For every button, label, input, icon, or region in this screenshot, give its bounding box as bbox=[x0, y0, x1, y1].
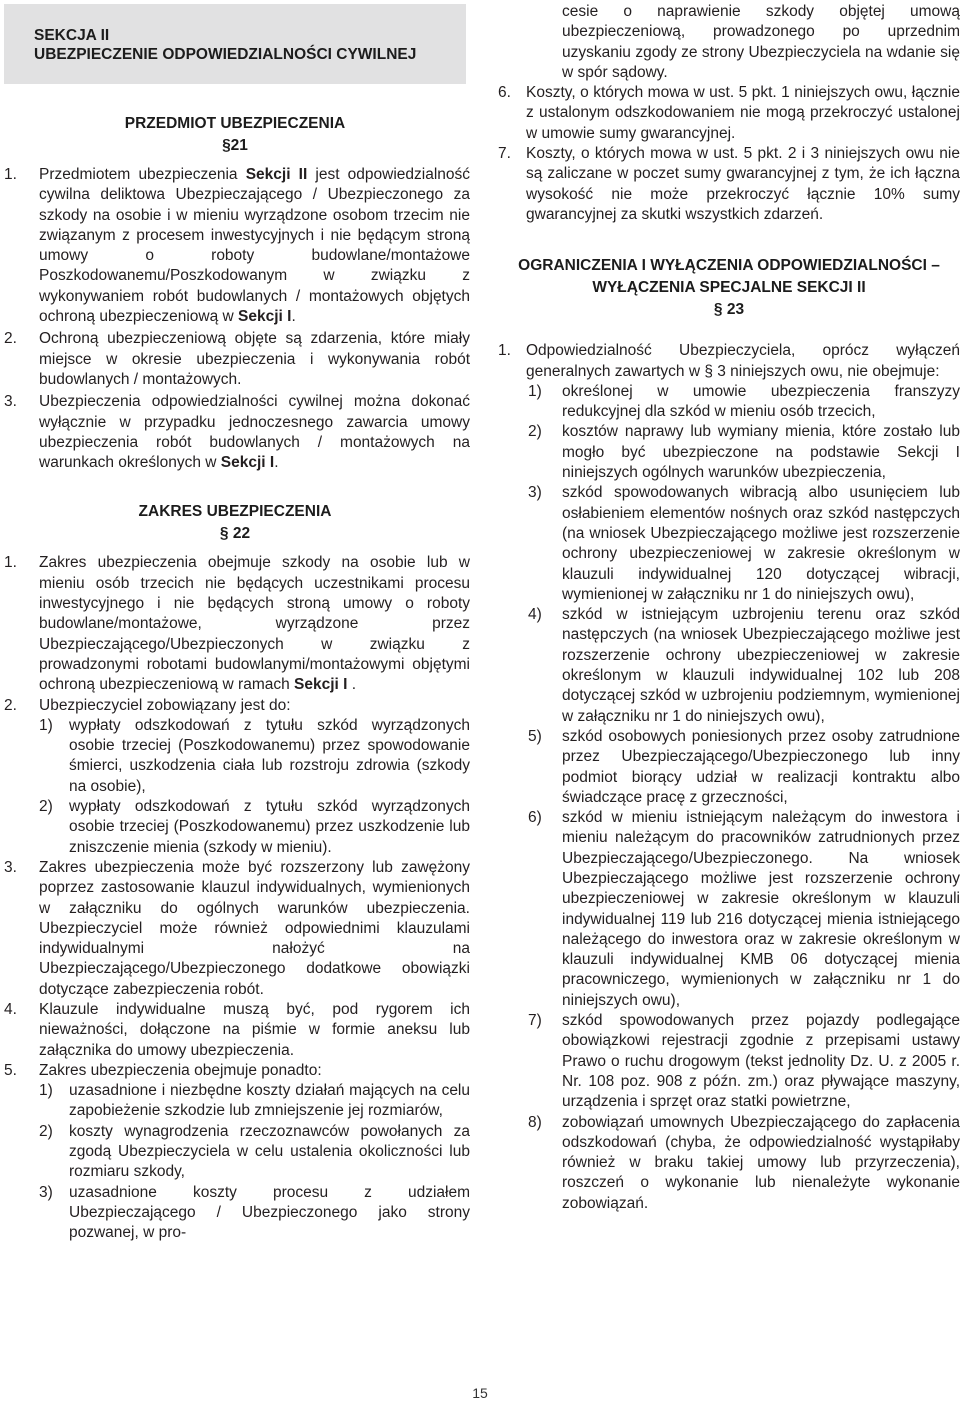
scope-item-2-sub-2: 2) wypłaty odszkodowań z tytułu szkód wyrządzonych osobie trzeciej (Poszkodowanemu) przez uszkodzenie lub zniszczenie mienia (szkody w mieniu). bbox=[39, 798, 470, 856]
exclusion-sub-6: 6) szkód w mieniu istniejącym należącym do inwestora i mieniu należącym do pracowników zatrudnionych przez Ubezpieczającego/Ubezpieczonego. Na wniosek Ubezpieczającego możliwe jest rozszerzenie ochrony ubezpieczeniowej w zakresie określonym w klauzuli indywidualnej 119 lub 216 dotyczącej mienia istniejącego należącego do inwestora oraz w zakresie określonym w klauzuli indywidualnej KMB 06 dotyczącej mienia pracowniczego, wymienionych w załączniku nr 1 do niniejszych owu), bbox=[528, 809, 960, 1009]
sub-item-number: 7) bbox=[528, 1012, 542, 1030]
subject-heading bbox=[0, 113, 470, 157]
exclusion-sub-8: 8) zobowiązań umownych Ubezpieczającego do zapłacenia odszkodowań (chyba, że odpowiedzialność wystąpiłaby również w braku takiej umowy lub przyrzeczenia), roszczeń o wykonanie lub nienależyte wykonanie zobowiązań. bbox=[528, 1113, 960, 1212]
exclusion-sub-4: 4) szkód w istniejącym uzbrojeniu terenu oraz szkód następczych (na wniosek Ubezpieczającego możliwe jest rozszerzenie ochrony ubezpieczeniowej w zakresie określonym w klauzuli indywidualnej 102 lub 208 dotyczącej szkód w uzbrojeniu podziemnym, wymienionej w załączniku nr 1 do niniejszych owu), bbox=[528, 606, 960, 725]
section-title-line2: UBEZPIECZENIE ODPOWIEDZIALNOŚCI CYWILNEJ bbox=[34, 46, 417, 63]
exclusion-sub-2: 2) kosztów naprawy lub wymiany mienia, które zostało lub mogło być ubezpieczone na podstawie Sekcji I niniejszych ogólnych warunków ubezpieczenia, bbox=[528, 423, 960, 482]
exclusions-item-1: 1. Odpowiedzialność Ubezpieczyciela, oprócz wyłączeń generalnych zawartych w § 3 niniejszych owu, nie obejmuje: bbox=[498, 342, 960, 380]
exclusions-title-line1: OGRANICZENIA I WYŁĄCZENIA ODPOWIEDZIALNOŚCI – bbox=[518, 257, 940, 275]
item-number: 2. bbox=[4, 696, 17, 714]
scope-item-5-sub-3-continued: cesie o naprawienie szkody objętej umową ubezpieczeniową, prowadzonego po uprzednim uzyskaniu zgody ze strony Ubezpieczyciela na wdanie się w spór sądowy. bbox=[562, 3, 960, 81]
sub-item-number: 8) bbox=[528, 1113, 542, 1131]
item-number: 1. bbox=[4, 166, 17, 183]
sub-item-number: 5) bbox=[528, 727, 542, 745]
page-number: 15 bbox=[472, 1385, 488, 1401]
scope-continued bbox=[498, 2, 960, 225]
exclusions-list bbox=[498, 341, 960, 1214]
scope-item-4: 4. Klauzule indywidualne muszą być, pod rygorem ich nieważności, dołączone na piśmie w formie aneksu lub załącznika do umowy ubezpieczenia. bbox=[4, 1000, 470, 1059]
scope-item-2: 2. Ubezpieczyciel zobowiązany jest do: bbox=[4, 696, 470, 716]
left-column bbox=[0, 0, 470, 1244]
sub-item-number: 3) bbox=[528, 484, 542, 502]
item-number: 1. bbox=[4, 554, 17, 572]
scope-item-3: 3. Zakres ubezpieczenia może być rozszerzony lub zawężony poprzez zastosowanie klauzul indywidualnych, wymienionych w załączniku do ogólnych warunków ubezpieczenia. Ubezpieczyciel może również odpowiednimi klauzulami indywidualnymi nałożyć na Ubezpieczającego/Ubezpieczonego dodatkowe obowiązki dotyczące zabezpieczenia robót. bbox=[4, 858, 470, 998]
section-header-box bbox=[4, 4, 466, 84]
exclusion-sub-7: 7) szkód spowodowanych przez pojazdy podlegające obowiązkowi rejestracji zgodnie z przepisami ustawy Prawo o ruchu drogowym (tekst jednolity Dz. U. z 2005 r. Nr. 108 poz. 908 z późn. zm.) oraz pływające maszyny, urządzenia i sprzęt oraz statki powietrzne, bbox=[528, 1012, 960, 1111]
item-number: 5. bbox=[4, 1061, 17, 1079]
scope-item-2-sub-1: 1) wypłaty odszkodowań z tytułu szkód wyrządzonych osobie trzeciej (Poszkodowanemu) przez spowodowanie śmierci, uszkodzenia ciała lub rozstroju zdrowia (szkody na osobie), bbox=[39, 716, 470, 795]
item-number: 3. bbox=[4, 393, 17, 411]
scope-item-5: 5. Zakres ubezpieczenia obejmuje ponadto: bbox=[4, 1061, 470, 1081]
scope-item-5-sub-1: 1) uzasadnione i niezbędne koszty działań mających na celu zapobieżenie szkodzie lub zmniejszenie jej rozmiarów, bbox=[39, 1082, 470, 1120]
exclusions-title-line2: WYŁĄCZENIA SPECJALNE SEKCJI II bbox=[592, 279, 866, 297]
scope-title: ZAKRES UBEZPIECZENIA bbox=[138, 503, 332, 521]
scope-paragraph-number: § 22 bbox=[219, 525, 251, 543]
sub-item-number: 1) bbox=[528, 382, 542, 400]
item-number: 2. bbox=[4, 330, 17, 348]
scope-item-5-sub-2: 2) koszty wynagrodzenia rzeczoznawców powołanych za zgodą Ubezpieczyciela w celu ustalenia okoliczności lub rozmiaru szkody, bbox=[39, 1122, 470, 1181]
sub-item-number: 1) bbox=[39, 716, 53, 734]
sub-item-number: 2) bbox=[528, 423, 542, 441]
exclusion-sub-5: 5) szkód osobowych poniesionych przez osoby zatrudnione przez Ubezpieczającego/Ubezpieczonego lub inny podmiot biorący udział w realizacji kontraktu albo świadczące pracę z grzeczności, bbox=[528, 727, 960, 806]
exclusion-sub-3: 3) szkód spowodowanych wibracją albo usunięciem lub osłabieniem elementów nośnych oraz szkód następczych (na wniosek Ubezpieczającego możliwe jest rozszerzenie ochrony ubezpieczeniowej w zakresie określonym w klauzuli indywidualnej 120 dotyczącej wibracji, wymienionej w załączniku nr 1 do niniejszych owu), bbox=[528, 484, 960, 603]
subject-title: PRZEDMIOT UBEZPIECZENIA bbox=[124, 115, 346, 132]
sub-item-number: 3) bbox=[39, 1183, 53, 1201]
exclusions-paragraph-number: § 23 bbox=[713, 301, 745, 319]
sub-item-number: 2) bbox=[39, 1122, 53, 1140]
subject-item-2: 2. Ochroną ubezpieczeniową objęte są zdarzenia, które miały miejsce w okresie ubezpieczenia i wykonywania robót budowlanych / montażowych. bbox=[4, 330, 470, 388]
scope-item-5-sub-3: 3) uzasadnione koszty procesu z udziałem Ubezpieczającego / Ubezpieczonego jako strony pozwanej, w pro- bbox=[39, 1183, 470, 1242]
subject-item-3: 3. Ubezpieczenia odpowiedzialności cywilnej można dokonać wyłącznie w przypadku jednoczesnego zawarcia umowy ubezpieczenia robót budowlanych / montażowych na warunkach określonych w Sekcji I. bbox=[4, 393, 470, 472]
scope-heading bbox=[0, 501, 470, 545]
sub-item-number: 6) bbox=[528, 809, 542, 827]
exclusions-heading bbox=[498, 255, 960, 321]
item-number: 4. bbox=[4, 1000, 17, 1018]
sub-item-number: 2) bbox=[39, 798, 53, 816]
item-number: 1. bbox=[498, 342, 511, 360]
scope-list bbox=[0, 553, 470, 1243]
sub-item-number: 1) bbox=[39, 1082, 53, 1100]
scope-item-7: 7. Koszty, o których mowa w ust. 5 pkt. 2 i 3 niniejszych owu nie są zaliczane w poczet sumy gwarancyjnej z tym, że ich łączna wysokość nie może przekroczyć łącznie 10% sumy gwarancyjnej za skutki wszystkich zdarzeń. bbox=[498, 145, 960, 223]
scope-item-1: 1. Zakres ubezpieczenia obejmuje szkody na osobie lub w mieniu osób trzecich nie będących uczestnikami procesu inwestycyjnego i nie będących stroną umowy o roboty budowlane/montażowe, wyrządzone przez Ubezpieczającego/Ubezpieczonych w związku z prowadzonymi robotami budowlanymi/montażowymi objętymi ochroną ubezpieczeniową w ramach Sekcji I . bbox=[4, 554, 470, 694]
subject-list bbox=[0, 165, 470, 473]
sub-item-number: 4) bbox=[528, 606, 542, 624]
item-number: 6. bbox=[498, 84, 511, 102]
subject-item-1: 1. Przedmiotem ubezpieczenia Sekcji II jest odpowiedzialność cywilna deliktowa Ubezpieczającego / Ubezpieczonego za szkody na osobie i w mieniu wyrządzone osobom trzecim nie związanym z procesem inwestycyjnych i nie będącym stroną umowy o roboty budowlane/montażowe Poszkodowanemu/Poszkodowanym w związku z wykonywaniem robót budowlanych / montażowych objętych ochroną ubezpieczeniową w Sekcji I. bbox=[4, 166, 470, 326]
right-column bbox=[498, 0, 960, 1214]
section-title-line1: SEKCJA II bbox=[34, 27, 110, 44]
exclusion-sub-1: 1) określonej w umowie ubezpieczenia franszyzy redukcyjnej dla szkód w mieniu osób trzecich, bbox=[528, 382, 960, 421]
item-number: 7. bbox=[498, 145, 511, 163]
item-number: 3. bbox=[4, 858, 17, 876]
subject-paragraph-number: §21 bbox=[222, 137, 248, 154]
scope-item-6: 6. Koszty, o których mowa w ust. 5 pkt. 1 niniejszych owu, łącznie z ustalonym odszkodowaniem nie mogą przekroczyć ustalonej w umowie sumy gwarancyjnej. bbox=[498, 84, 960, 142]
